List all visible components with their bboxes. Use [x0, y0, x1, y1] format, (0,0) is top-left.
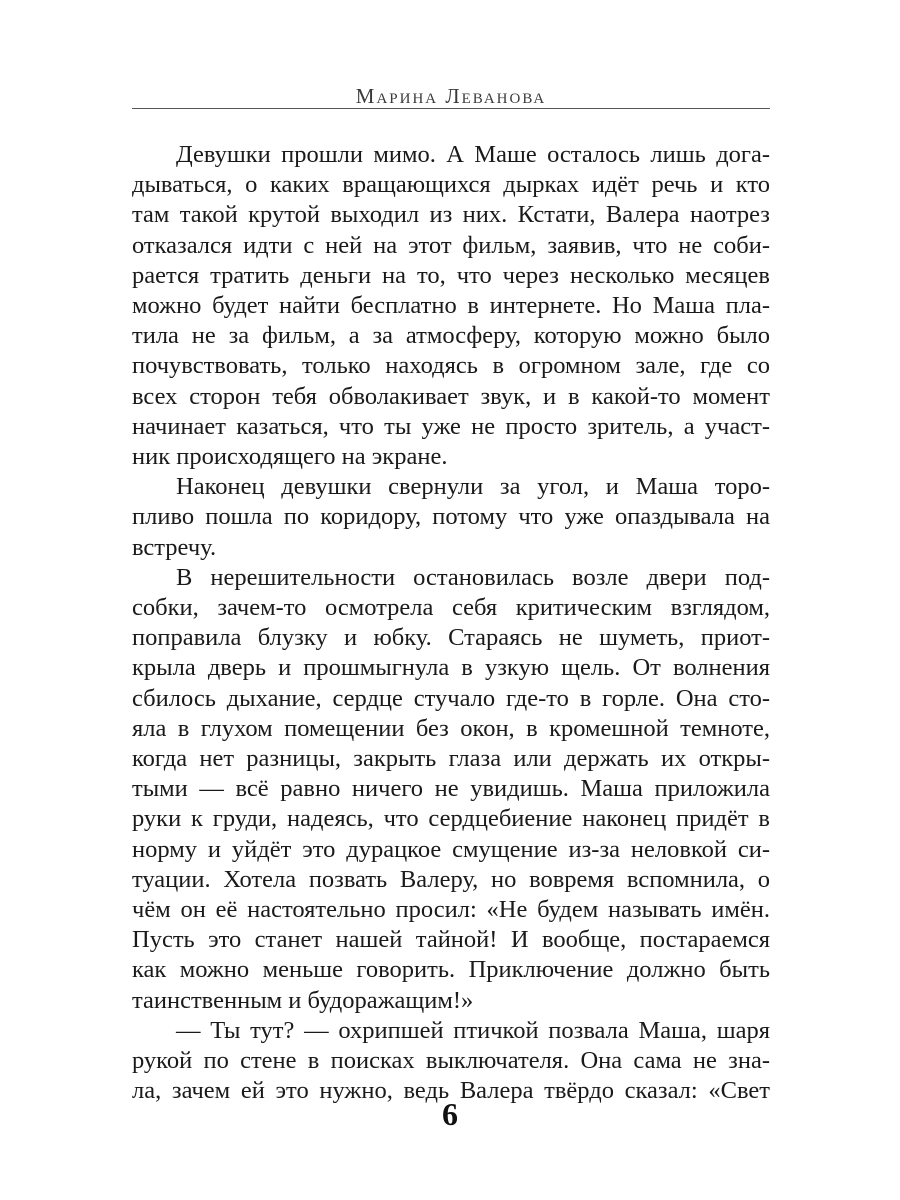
text-line: Наконец девушки свернули за угол, и Маша торо-: [176, 473, 770, 501]
text-line: начинает казаться, что ты уже не просто зритель, а участ-: [132, 412, 770, 440]
text-line: тила не за фильм, а за атмосферу, которую можно было: [132, 322, 770, 350]
text-line: таинственным и будоражащим!»: [132, 986, 474, 1014]
text-line: яла в глухом помещении без окон, в кромешной темноте,: [132, 714, 770, 742]
text-line: норму и уйдёт это дурацкое смущение из-за неловкой си-: [132, 835, 770, 863]
paragraph: [132, 563, 770, 1016]
running-header-author: Марина Леванова: [355, 84, 547, 108]
text-line: туации. Хотела позвать Валеру, но вовремя вспомнила, о: [132, 865, 770, 893]
text-line: сбилось дыхание, сердце стучало где-то в горле. Она сто-: [132, 684, 770, 712]
text-line: там такой крутой выходил из них. Кстати, Валера наотрез: [132, 201, 770, 229]
header-rule: [132, 108, 770, 109]
text-line: собки, зачем-то осмотрела себя критическим взглядом,: [132, 594, 770, 622]
text-line: Девушки прошли мимо. А Маше осталось лишь дога-: [176, 141, 770, 168]
text-line: пливо пошла по коридору, потому что уже опаздывала на: [132, 503, 770, 531]
text-line: Пусть это станет нашей тайной! И вообще, постараемся: [132, 926, 770, 954]
text-line: рукой по стене в поисках выключателя. Она сама не зна-: [132, 1047, 770, 1075]
page-number: 6: [442, 1096, 458, 1132]
paragraph: [132, 1016, 770, 1107]
text-line: рается тратить деньги на то, что через несколько месяцев: [132, 261, 770, 289]
text-line: можно будет найти бесплатно в интернете. Но Маша пла-: [132, 292, 770, 320]
text-line: — Ты тут? — охрипшей птичкой позвала Маша, шаря: [176, 1016, 770, 1044]
text-line: крыла дверь и прошмыгнула в узкую щель. От волнения: [132, 654, 770, 682]
text-line: ник происходящего на экране.: [132, 443, 448, 471]
text-line: как можно меньше говорить. Приключение должно быть: [132, 956, 770, 984]
paragraph: [132, 140, 770, 472]
text-line: ла, зачем ей это нужно, ведь Валера твёрдо сказал: «Свет: [132, 1077, 770, 1105]
text-line: всех сторон тебя обволакивает звук, и в какой-то момент: [132, 382, 770, 410]
text-line: чём он её настоятельно просил: «Не будем называть имён.: [132, 896, 770, 924]
text-line: В нерешительности остановилась возле двери под-: [176, 563, 770, 591]
text-line: почувствовать, только находясь в огромном зале, где со: [132, 352, 770, 380]
text-line: встречу.: [132, 533, 217, 561]
body-text: [132, 140, 770, 1107]
text-line: отказался идти с ней на этот фильм, заявив, что не соби-: [132, 231, 770, 259]
text-line: дываться, о каких вращающихся дырках идёт речь и кто: [132, 171, 770, 199]
text-line: тыми — всё равно ничего не увидишь. Маша приложила: [132, 775, 770, 803]
paragraph: [132, 472, 770, 563]
text-line: когда нет разницы, закрыть глаза или держать их откры-: [132, 745, 770, 773]
text-line: поправила блузку и юбку. Стараясь не шуметь, приот-: [132, 624, 770, 652]
text-line: руки к груди, надеясь, что сердцебиение наконец придёт в: [132, 805, 770, 833]
